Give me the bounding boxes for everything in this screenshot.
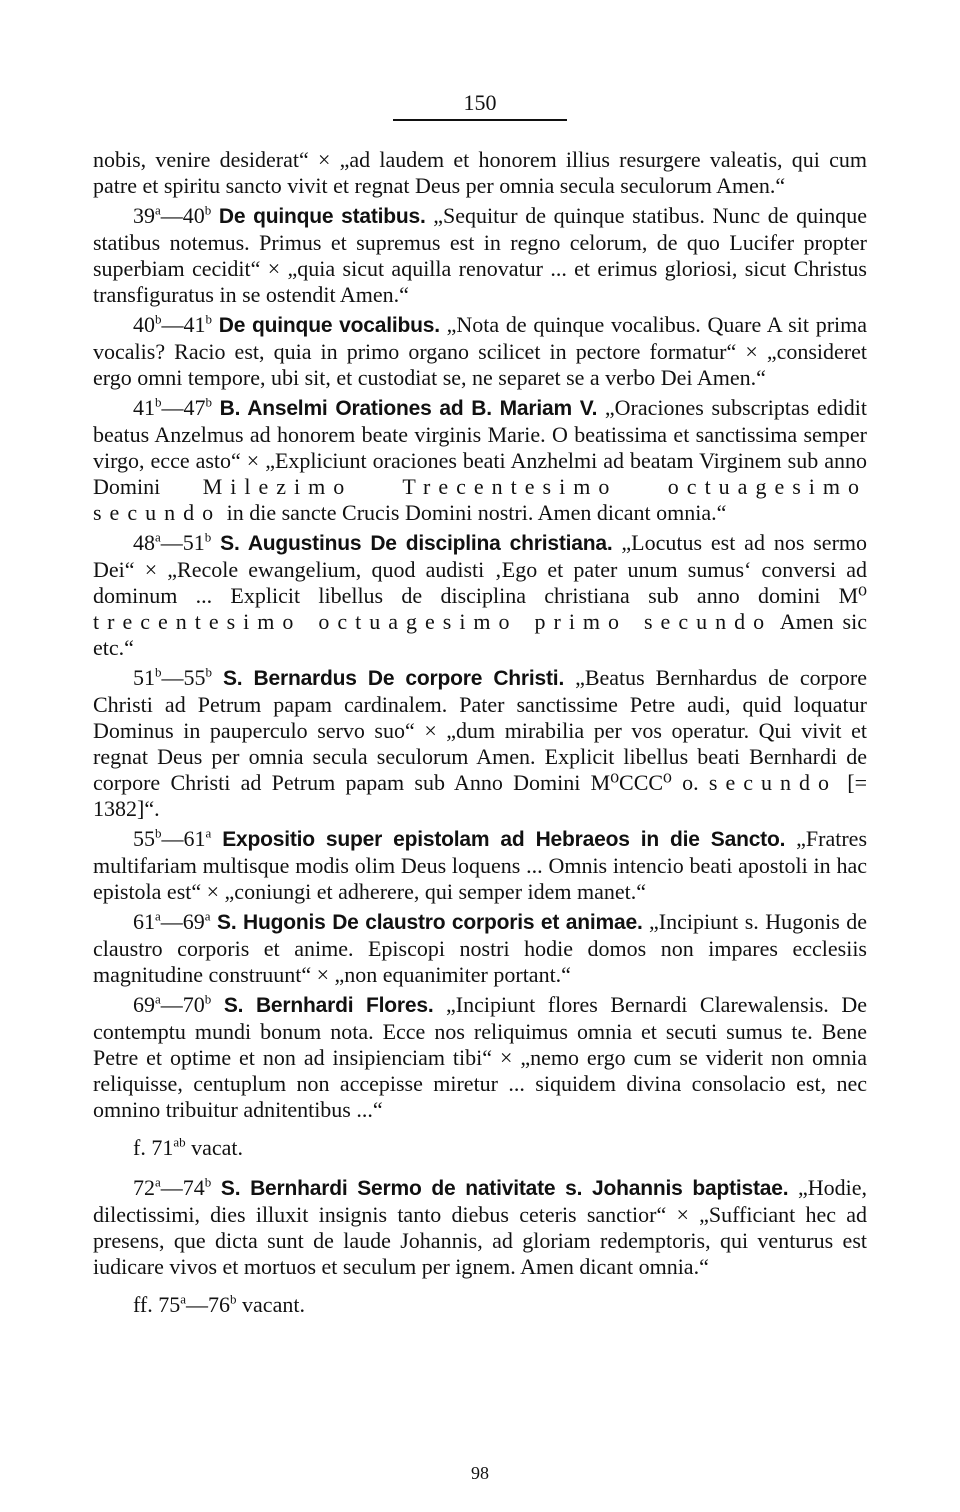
entry-tail: in die sancte Crucis Domini nostri. Amen dicant omnia.“ [226, 500, 727, 525]
entry-bernhardi-sermo [93, 1175, 867, 1280]
spaced-date: secundo [708, 770, 838, 795]
entry-title: S. Bernardus De corpore Christi. [222, 667, 565, 690]
entry-text: „Oraciones subscriptas edidit beatus Anzelmus ad honorem beate virginis Marie. O beatissima et sanctissima semper virgo, ecce asto“ × „Expliciunt oraciones beati Anzhelmi ad beatam Virginem sub anno Domini [93, 395, 868, 499]
entry-bernardus-corpore [93, 665, 867, 822]
entry-title: B. Anselmi Orationes ad B. Mariam V. [219, 397, 598, 420]
entry-text: „Nota de quinque vocalibus. Quare A sit prima vocalis? Racio est, quia in primo organo scilicet in pectore formatur“ × „consideret ergo omni tempore, ubi sit, et custodiat se, ne separet se a verbo Dei Amen.“ [93, 312, 868, 390]
entry-text: „Hodie, dilectissimi, dies illuxit insignis tanto diebus ceteris sanctior“ × „Sufficiant hec ad presens, que dicta sunt de laude Johannis, ad gloriam redemptoris, qui venturus est iudicare vivos et mortuos et seculum per ignem. Amen dicant omnia.“ [93, 1175, 868, 1279]
entry-text: „Sequitur de quinque statibus. Nunc de quinque statibus notemus. Primus et supremus est in regno celorum, de quo Lucifer propter superbiam cecidit“ × „quia sicut aquilla renovatur ... et erimus gloriosi, sicut Christus transfiguratus in se ostendit Amen.“ [93, 203, 868, 307]
spaced-date: Milezimo Trecentesimo octuagesimo secundo [93, 474, 867, 525]
entry-title: De quinque statibus. [218, 205, 426, 228]
footer-page-number: 98 [471, 1463, 489, 1483]
entry-text: „Incipiunt s. Hugonis de claustro corporis et anime. Episcopi nostri hodie domos non impares ecclesiis magnitudine construunt“ × „non equanimiter portant.“ [93, 909, 867, 987]
folio-ref: 55$^b$—61$^a$ [133, 825, 212, 851]
folio-ref: 40$^b$—41$^b$ [133, 311, 212, 337]
folio-ref: 48$^a$—51$^b$ [133, 529, 212, 555]
entry-title: S. Augustinus De disciplina christiana. [220, 532, 613, 555]
page-number: 150 [463, 90, 497, 115]
entry-title: S. Bernhardi Sermo de nativitate s. Johannis baptistae. [220, 1177, 789, 1200]
entry-title: De quinque vocalibus. [218, 314, 440, 337]
entry-tail: Amen sic etc.“ [93, 609, 867, 660]
spaced-date: trecentesimo octuagesimo primo secundo [93, 609, 773, 634]
vacat-note: f. $71^{ab}$ vacat. [133, 1134, 244, 1160]
header-rule [393, 119, 567, 121]
paragraph-continuation [93, 147, 867, 199]
entry-title: S. Bernhardi Flores. [223, 994, 434, 1017]
entry-hugonis-claustro [93, 909, 867, 988]
folio-ref: 61$^a$—69$^a$ [133, 908, 211, 934]
entry-text: „Beatus Bernhardus de corpore Christi ad Petrum papam cardinalem. Pater sanctissime Petre audi, quid loquatur Dominus in pauperculo servo suo“ × „dum mirabilia per vos operatur. Qui vivit et regnat Deus per omnia secula seculorum Amen. Explicit libellus beati Bernhardi de corpore Christi ad Petrum papam sub Anno Domini M⁰CCC⁰ o. [93, 665, 867, 795]
entry-tail: [= 1382]“. [93, 770, 868, 821]
folio-ref: 72$^a$—74$^b$ [133, 1174, 212, 1200]
entry-anselmi-orationes [93, 395, 867, 526]
vacant-note: ff. 75$^a$—76$^b$ vacant. [133, 1291, 305, 1317]
folio-ref: 39$^a$—40$^b$ [133, 202, 212, 228]
entry-de-quinque-vocalibus [93, 312, 867, 391]
entry-expositio-hebraeos [93, 826, 867, 905]
entry-text: „Fratres multifariam multisque modis olim Deus loquens ... Omnis intencio beati apostoli in hac epistola est“ × „coniungi et adherere, qui semper idem manet.“ [93, 826, 868, 904]
entry-de-quinque-statibus [93, 203, 867, 308]
folio-ref: 69$^a$—70$^b$ [133, 991, 212, 1017]
paragraph-text: nobis, venire desiderat“ × „ad laudem et honorem illius resurgere valeatis, qui cum patre et spiritu sancto vivit et regnat Deus per omnia secula seculorum Amen.“ [93, 147, 867, 198]
entry-title: Expositio super epistolam ad Hebraeos in die Sancto. [222, 828, 786, 851]
entry-text: „Locutus est ad nos sermo Dei“ × „Recole ewangelium, quod audisti ‚Ego et pater unum sumus‘ conversi ad dominum ... Explicit libellus de disciplina christiana sub anno domini M⁰ [93, 530, 868, 608]
folio-ref: 41$^b$—47$^b$ [133, 394, 212, 420]
entry-augustinus-disciplina [93, 530, 867, 661]
entry-text: „Incipiunt flores Bernardi Clarewalensis. De contemptu mundi bonum nota. Ecce nos reliquimus omnia et secuti sumus te. Bene Petre et optime et non ad insipienciam tibi“ × „nemo ergo cum se viderit non omnia reliquisse, centuplum non accepisse miretur ... siquidem divina consolacio est, nec omnino tribuitur adnitentibus ...“ [93, 992, 867, 1122]
folio-ref: 51$^b$—55$^b$ [133, 664, 212, 690]
body-text [93, 147, 867, 1332]
entry-title: S. Hugonis De claustro corporis et animae. [217, 911, 643, 934]
entry-bernhardi-flores [93, 992, 867, 1123]
